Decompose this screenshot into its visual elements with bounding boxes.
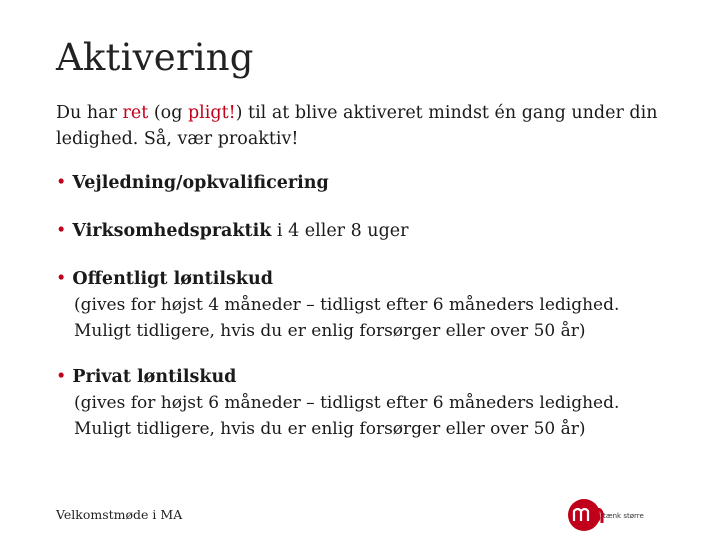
bullet-dot-icon: •	[56, 221, 67, 241]
intro-text-1: Du har	[56, 103, 123, 123]
bullet-dot-icon: •	[56, 173, 67, 193]
page-title: Aktivering	[56, 36, 254, 79]
bullet-heading: Privat løntilskud	[72, 367, 237, 387]
bullet-item	[56, 266, 676, 344]
intro-text-3: ) til at blive aktiveret mindst én gang under din ledighed. Så, vær proaktiv!	[56, 103, 658, 149]
bullet-heading: Offentligt løntilskud	[72, 269, 273, 289]
logo-tagline: tænk større	[603, 512, 644, 520]
bullet-dot-icon: •	[56, 367, 67, 387]
footer-text: Velkomstmøde i MA	[56, 507, 183, 522]
bullet-tail: i 4 eller 8 uger	[271, 221, 409, 241]
bullet-item	[56, 218, 409, 244]
bullet-subtext: (gives for højst 4 måneder – tidligst efter 6 måneders ledighed. Muligt tidligere, hvis du er enlig forsørger eller over 50 år)	[74, 295, 620, 341]
bullet-heading: Vejledning/opkvalificering	[72, 173, 329, 193]
bullet-heading: Virksomhedspraktik	[72, 221, 272, 241]
intro-highlight-pligt: pligt!	[187, 103, 236, 123]
bullet-subtext: (gives for højst 6 måneder – tidligst efter 6 måneders ledighed. Muligt tidligere, hvis du er enlig forsørger eller over 50 år)	[74, 393, 620, 439]
intro-paragraph	[56, 100, 666, 152]
intro-highlight-ret: ret	[122, 103, 149, 123]
bullet-item	[56, 364, 676, 442]
bullet-dot-icon: •	[56, 269, 67, 289]
bullet-item	[56, 170, 329, 196]
intro-text-2: (og	[148, 103, 188, 123]
